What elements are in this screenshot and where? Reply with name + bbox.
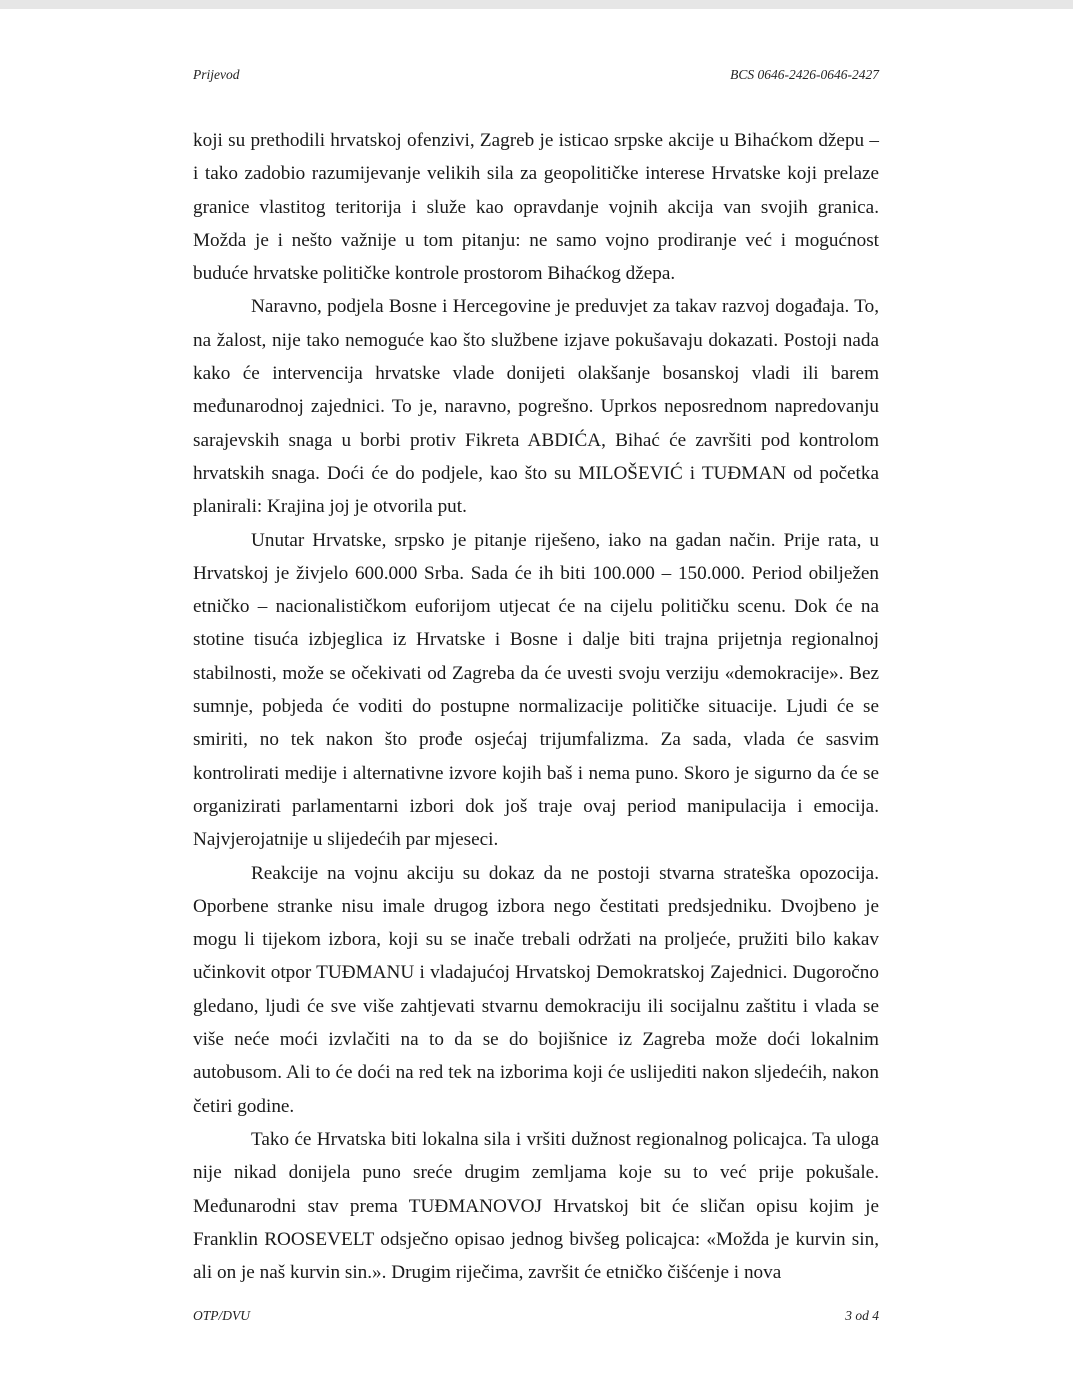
page-number: 3 od 4 [845, 1308, 879, 1323]
page-footer [193, 1308, 879, 1324]
top-border [0, 0, 1073, 9]
paragraph: Tako će Hrvatska biti lokalna sila i vršiti dužnost regionalnog policajca. Ta uloga nije nikad donijela puno sreće drugim zemljama koje su to već prije pokušale. Međunarodni stav prema TUĐMANOVOJ Hrvatskoj bit će sličan opisu kojim je Franklin ROOSEVELT odsječno opisao jednog bivšeg policajca: «Možda je kurvin sin, ali on je naš kurvin sin.». Drugim riječima, završit će etničko čišćenje i nova [193, 1128, 879, 1284]
paragraph: Naravno, podjela Bosne i Hercegovine je preduvjet za takav razvoj događaja. To, na žalost, nije tako nemoguće kao što službene izjave pokušavaju dokazati. Postoji nada kako će intervencija hrvatske vlade donijeti olakšanje bosanskoj vladi ili barem međunarodnoj zajednici. To je, naravno, pogrešno. Uprkos neposrednom napredovanju sarajevskih snaga u borbi protiv Fikreta ABDIĆA, Bihać će završiti pod kontrolom hrvatskih snaga. Doći će do podjele, kao što su MILOŠEVIĆ i TUĐMAN od početka planirali: Krajina joj je otvorila put. [193, 296, 879, 518]
document-reference: BCS 0646-2426-0646-2427 [730, 67, 879, 82]
header-label: Prijevod [193, 67, 240, 82]
document-body [193, 124, 879, 1289]
page-header [193, 67, 879, 83]
paragraph: Unutar Hrvatske, srpsko je pitanje riješeno, iako na gadan način. Prije rata, u Hrvatskoj je živjelo 600.000 Srba. Sada će ih biti 100.000 – 150.000. Period obilježen etničko – nacionalističkom euforijom utjecat će na cijelu političku scenu. Dok će na stotine tisuća izbjeglica iz Hrvatske i Bosne i dalje biti trajna prijetnja regionalnoj stabilnosti, može se očekivati od Zagreba da će uvesti svoju verziju «demokracije». Bez sumnje, pobjeda će voditi do postupne normalizacije političke situacije. Ljudi će se smiriti, no tek nakon što prođe osjećaj trijumfalizma. Za sada, vlada će sasvim kontrolirati medije i alternativne izvore kojih baš i nema puno. Skoro je sigurno da će se organizirati parlamentarni izbori dok još traje ovaj period manipulacija i emocija. Najvjerojatnije u slijedećih par mjeseci. [193, 529, 879, 851]
paragraph: Reakcije na vojnu akciju su dokaz da ne postoji stvarna strateška opozocija. Oporbene stranke nisu imale drugog izbora nego čestitati predsjedniku. Dvojbeno je mogu li tijekom izbora, koji su se inače trebali održati na proljeće, pružiti bilo kakav učinkovit otpor TUĐMANU i vladajućoj Hrvatskoj Demokratskoj Zajednici. Dugoročno gledano, ljudi će sve više zahtjevati stvarnu demokraciju ili socijalnu zaštitu i vlada se više neće moći izvlačiti na to da se do bojišnice iz Zagreba može doći lokalnim autobusom. Ali to će doći na red tek na izborima koji će uslijediti nakon sljedećih, nakon četiri godine. [193, 862, 879, 1117]
paragraph: koji su prethodili hrvatskoj ofenzivi, Zagreb je isticao srpske akcije u Bihaćkom džepu – i tako zadobio razumijevanje velikih sila za geopolitičke interese Hrvatske koji prelaze granice vlastitog teritorija i služe kao opravdanje vojnih akcija van svojih granica. Možda je i nešto važnije u tom pitanju: ne samo vojno prodiranje već i mogućnost buduće hrvatske političke kontrole prostorom Bihaćkog džepa. [193, 130, 879, 285]
footer-label: OTP/DVU [193, 1308, 250, 1323]
